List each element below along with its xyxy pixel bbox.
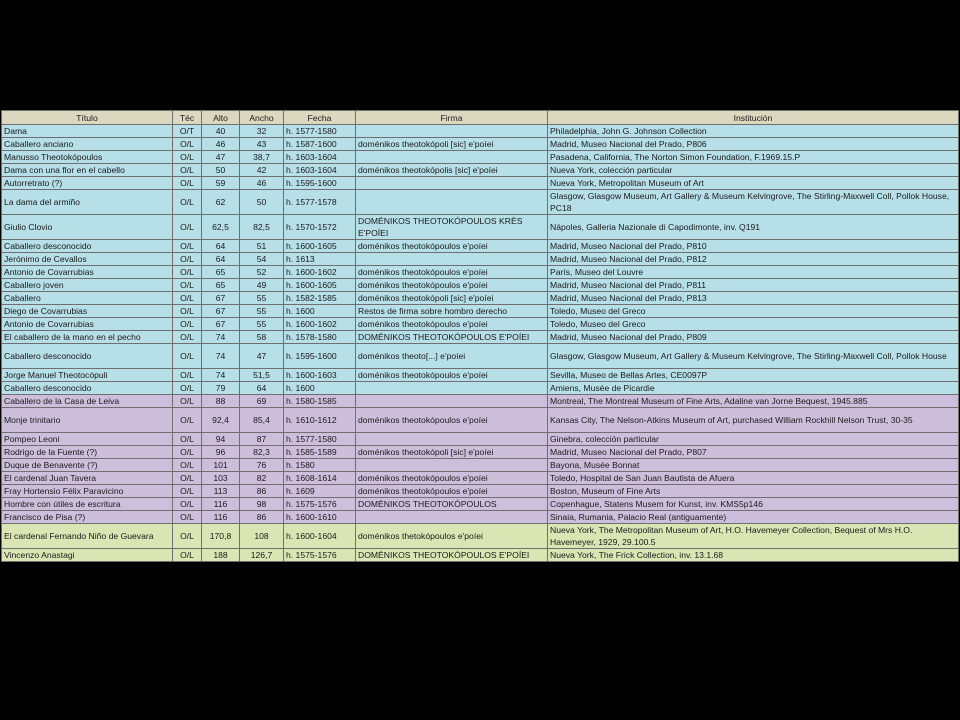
cell-tec: O/L (173, 266, 202, 279)
cell-tec: O/L (173, 369, 202, 382)
cell-titulo: Caballero desconocido (2, 382, 173, 395)
cell-alto: 92,4 (202, 408, 240, 433)
cell-tec: O/T (173, 125, 202, 138)
column-header-titulo: Título (2, 111, 173, 125)
cell-fecha: h. 1580-1585 (284, 395, 356, 408)
cell-fecha: h. 1608-1614 (284, 472, 356, 485)
cell-firma (356, 253, 548, 266)
cell-tec: O/L (173, 459, 202, 472)
cell-tec: O/L (173, 344, 202, 369)
cell-ancho: 86 (240, 511, 284, 524)
cell-alto: 40 (202, 125, 240, 138)
cell-institucion: Philadelphia, John G. Johnson Collection (548, 125, 959, 138)
cell-titulo: Dama con una flor en el cabello (2, 164, 173, 177)
cell-institucion: Madrid, Museo Nacional del Prado, P809 (548, 331, 959, 344)
cell-firma: doménikos theotokópoli [sic] e'poíei (356, 138, 548, 151)
cell-fecha: h. 1595-1600 (284, 344, 356, 369)
cell-alto: 94 (202, 433, 240, 446)
cell-firma (356, 433, 548, 446)
cell-fecha: h. 1578-1580 (284, 331, 356, 344)
cell-alto: 47 (202, 151, 240, 164)
column-header-fecha: Fecha (284, 111, 356, 125)
cell-tec: O/L (173, 177, 202, 190)
table-row (2, 524, 959, 549)
cell-titulo: Jorge Manuel Theotocópuli (2, 369, 173, 382)
cell-firma (356, 177, 548, 190)
cell-ancho: 43 (240, 138, 284, 151)
cell-alto: 46 (202, 138, 240, 151)
cell-ancho: 82,5 (240, 215, 284, 240)
table-row (2, 408, 959, 433)
cell-titulo: Diego de Covarrubias (2, 305, 173, 318)
cell-alto: 59 (202, 177, 240, 190)
cell-firma: Restos de firma sobre hombro derecho (356, 305, 548, 318)
cell-alto: 74 (202, 331, 240, 344)
portrait-catalog-table (1, 110, 959, 562)
cell-ancho: 50 (240, 190, 284, 215)
cell-tec: O/L (173, 164, 202, 177)
cell-alto: 79 (202, 382, 240, 395)
cell-ancho: 55 (240, 292, 284, 305)
column-header-ancho: Ancho (240, 111, 284, 125)
table-row (2, 344, 959, 369)
table-row (2, 498, 959, 511)
table-row (2, 138, 959, 151)
cell-fecha: h. 1577-1580 (284, 125, 356, 138)
cell-titulo: Antonio de Covarrubias (2, 266, 173, 279)
table-row (2, 177, 959, 190)
cell-fecha: h. 1582-1585 (284, 292, 356, 305)
table-row (2, 125, 959, 138)
cell-titulo: La dama del armiño (2, 190, 173, 215)
table-row (2, 190, 959, 215)
cell-titulo: Vincenzo Anastagi (2, 549, 173, 562)
cell-institucion: París, Museo del Louvre (548, 266, 959, 279)
cell-tec: O/L (173, 292, 202, 305)
cell-ancho: 64 (240, 382, 284, 395)
cell-fecha: h. 1577-1580 (284, 433, 356, 446)
table-row (2, 305, 959, 318)
cell-alto: 64 (202, 240, 240, 253)
cell-alto: 116 (202, 511, 240, 524)
cell-firma: doménikos theotokópoulos e'poíei (356, 369, 548, 382)
table-row (2, 459, 959, 472)
cell-institucion: Pasadena, California, The Norton Simon Foundation, F.1969.15.P (548, 151, 959, 164)
cell-tec: O/L (173, 279, 202, 292)
cell-fecha: h. 1575-1576 (284, 498, 356, 511)
cell-titulo: El cardenal Juan Tavera (2, 472, 173, 485)
cell-alto: 74 (202, 344, 240, 369)
table-row (2, 292, 959, 305)
cell-institucion: Kansas City, The Nelson-Atkins Museum of Art, purchased William Rockhill Nelson Trust, 30-35 (548, 408, 959, 433)
cell-institucion: Sinaia, Rumania, Palacio Real (antiguamente) (548, 511, 959, 524)
cell-fecha: h. 1587-1600 (284, 138, 356, 151)
table-row (2, 511, 959, 524)
cell-institucion: Toledo, Hospital de San Juan Bautista de Afuera (548, 472, 959, 485)
cell-fecha: h. 1600-1605 (284, 279, 356, 292)
cell-ancho: 47 (240, 344, 284, 369)
cell-titulo: Duque de Benavente (?) (2, 459, 173, 472)
table-row (2, 151, 959, 164)
cell-titulo: Jerónimo de Cevallos (2, 253, 173, 266)
cell-firma: doménikos theotokópoulos e'poíei (356, 240, 548, 253)
cell-fecha: h. 1595-1600 (284, 177, 356, 190)
cell-fecha: h. 1577-1578 (284, 190, 356, 215)
cell-institucion: Boston, Museum of Fine Arts (548, 485, 959, 498)
cell-alto: 74 (202, 369, 240, 382)
cell-ancho: 54 (240, 253, 284, 266)
cell-titulo: Monje trinitario (2, 408, 173, 433)
cell-titulo: Fray Hortensio Félix Paravicino (2, 485, 173, 498)
portrait-catalog-table-wrapper (1, 110, 958, 562)
cell-alto: 188 (202, 549, 240, 562)
cell-firma: doménikos theotokópoulos e'poíei (356, 408, 548, 433)
cell-institucion: Glasgow, Glasgow Museum, Art Gallery & Museum Kelvingrove, The Stirling-Maxwell Coll, Pollok House, PC18 (548, 190, 959, 215)
cell-firma (356, 511, 548, 524)
table-row (2, 395, 959, 408)
cell-institucion: Madrid, Museo Nacional del Prado, P811 (548, 279, 959, 292)
cell-institucion: Glasgow, Glasgow Museum, Art Gallery & Museum Kelvingrove, The Stirling-Maxwell Coll, Pollok House (548, 344, 959, 369)
cell-alto: 67 (202, 305, 240, 318)
cell-tec: O/L (173, 433, 202, 446)
cell-titulo: Manusso Theotokópoulos (2, 151, 173, 164)
cell-firma (356, 125, 548, 138)
cell-titulo: Caballero (2, 292, 173, 305)
cell-alto: 101 (202, 459, 240, 472)
table-row (2, 485, 959, 498)
cell-tec: O/L (173, 485, 202, 498)
cell-tec: O/L (173, 382, 202, 395)
cell-institucion: Toledo, Museo del Greco (548, 305, 959, 318)
cell-fecha: h. 1600 (284, 382, 356, 395)
column-header-institucion: Institución (548, 111, 959, 125)
cell-institucion: Sevilla, Museo de Bellas Artes, CE0097P (548, 369, 959, 382)
cell-institucion: Copenhague, Statens Musem for Kunst, inv. KMS5p146 (548, 498, 959, 511)
cell-tec: O/L (173, 511, 202, 524)
cell-firma: doménikos theotokópoli [sic] e'poíei (356, 446, 548, 459)
cell-fecha: h. 1600 (284, 305, 356, 318)
cell-firma (356, 190, 548, 215)
cell-institucion: Nápoles, Galleria Nazionale di Capodimonte, inv. Q191 (548, 215, 959, 240)
cell-alto: 64 (202, 253, 240, 266)
cell-titulo: Caballero anciano (2, 138, 173, 151)
cell-tec: O/L (173, 395, 202, 408)
cell-institucion: Nueva York, Metropolitan Museum of Art (548, 177, 959, 190)
cell-fecha: h. 1603-1604 (284, 151, 356, 164)
cell-tec: O/L (173, 524, 202, 549)
cell-titulo: Antonio de Covarrubias (2, 318, 173, 331)
cell-alto: 116 (202, 498, 240, 511)
cell-institucion: Madrid, Museo Nacional del Prado, P813 (548, 292, 959, 305)
cell-firma: doménikos theotokópolis [sic] e'poíei (356, 164, 548, 177)
cell-tec: O/L (173, 331, 202, 344)
cell-fecha: h. 1580 (284, 459, 356, 472)
cell-tec: O/L (173, 498, 202, 511)
table-row (2, 215, 959, 240)
header-row (2, 111, 959, 125)
table-row (2, 240, 959, 253)
table-row (2, 472, 959, 485)
cell-fecha: h. 1603-1604 (284, 164, 356, 177)
cell-institucion: Madrid, Museo Nacional del Prado, P807 (548, 446, 959, 459)
cell-titulo: El caballero de la mano en el pecho (2, 331, 173, 344)
cell-tec: O/L (173, 240, 202, 253)
cell-firma (356, 382, 548, 395)
cell-ancho: 82,3 (240, 446, 284, 459)
cell-institucion: Nueva York, The Frick Collection, inv. 13.1.68 (548, 549, 959, 562)
table-row (2, 253, 959, 266)
table-row (2, 279, 959, 292)
cell-ancho: 42 (240, 164, 284, 177)
cell-tec: O/L (173, 190, 202, 215)
table-row (2, 164, 959, 177)
cell-titulo: Francisco de Pisa (?) (2, 511, 173, 524)
cell-fecha: h. 1613 (284, 253, 356, 266)
cell-ancho: 52 (240, 266, 284, 279)
cell-ancho: 55 (240, 305, 284, 318)
cell-firma: doménikos theotokópoulos e'poíei (356, 318, 548, 331)
cell-ancho: 51 (240, 240, 284, 253)
cell-tec: O/L (173, 408, 202, 433)
cell-titulo: El cardenal Fernando Niño de Guevara (2, 524, 173, 549)
cell-alto: 67 (202, 318, 240, 331)
cell-tec: O/L (173, 151, 202, 164)
cell-tec: O/L (173, 472, 202, 485)
cell-titulo: Caballero de la Casa de Leiva (2, 395, 173, 408)
cell-institucion: Nueva York, The Metropolitan Museum of Art, H.O. Havemeyer Collection, Bequest of Mrs H.O. Havemeyer, 1929, 29.100.5 (548, 524, 959, 549)
cell-titulo: Giulio Clovio (2, 215, 173, 240)
cell-ancho: 32 (240, 125, 284, 138)
cell-fecha: h. 1610-1612 (284, 408, 356, 433)
cell-institucion: Amiens, Musée de Picardie (548, 382, 959, 395)
cell-alto: 96 (202, 446, 240, 459)
cell-firma: doménikos theotokópoulos e'poíei (356, 485, 548, 498)
cell-institucion: Madrid, Museo Nacional del Prado, P812 (548, 253, 959, 266)
cell-ancho: 46 (240, 177, 284, 190)
cell-institucion: Madrid, Museo Nacional del Prado, P806 (548, 138, 959, 151)
cell-alto: 50 (202, 164, 240, 177)
cell-ancho: 76 (240, 459, 284, 472)
cell-ancho: 51,5 (240, 369, 284, 382)
cell-institucion: Nueva York, colección particular (548, 164, 959, 177)
cell-alto: 62 (202, 190, 240, 215)
cell-firma: DOMÉNIKOS THEOTOKÓPOULOS E'POÍEI (356, 331, 548, 344)
cell-institucion: Madrid, Museo Nacional del Prado, P810 (548, 240, 959, 253)
cell-institucion: Toledo, Museo del Greco (548, 318, 959, 331)
cell-ancho: 38,7 (240, 151, 284, 164)
cell-titulo: Dama (2, 125, 173, 138)
cell-ancho: 82 (240, 472, 284, 485)
cell-fecha: h. 1609 (284, 485, 356, 498)
cell-firma (356, 151, 548, 164)
cell-firma (356, 459, 548, 472)
cell-tec: O/L (173, 318, 202, 331)
cell-ancho: 49 (240, 279, 284, 292)
cell-alto: 88 (202, 395, 240, 408)
cell-ancho: 86 (240, 485, 284, 498)
cell-titulo: Hombre con útiles de escritura (2, 498, 173, 511)
cell-firma (356, 395, 548, 408)
cell-firma: DOMÉNIKOS THEOTOKÓPOULOS E'POÍEI (356, 549, 548, 562)
column-header-tec: Téc (173, 111, 202, 125)
cell-fecha: h. 1575-1576 (284, 549, 356, 562)
table-row (2, 318, 959, 331)
cell-alto: 67 (202, 292, 240, 305)
cell-alto: 170,8 (202, 524, 240, 549)
cell-fecha: h. 1600-1602 (284, 266, 356, 279)
cell-ancho: 55 (240, 318, 284, 331)
cell-ancho: 85,4 (240, 408, 284, 433)
cell-ancho: 126,7 (240, 549, 284, 562)
table-row (2, 331, 959, 344)
cell-fecha: h. 1600-1610 (284, 511, 356, 524)
cell-institucion: Bayona, Musée Bonnat (548, 459, 959, 472)
cell-institucion: Ginebra, colección particular (548, 433, 959, 446)
cell-firma: doménikos theotokópoulos e'poíei (356, 279, 548, 292)
cell-institucion: Montreal, The Montreal Museum of Fine Arts, Adaline van Jorne Bequest, 1945.885 (548, 395, 959, 408)
cell-fecha: h. 1570-1572 (284, 215, 356, 240)
cell-ancho: 58 (240, 331, 284, 344)
cell-fecha: h. 1600-1602 (284, 318, 356, 331)
cell-fecha: h. 1585-1589 (284, 446, 356, 459)
cell-ancho: 87 (240, 433, 284, 446)
cell-ancho: 98 (240, 498, 284, 511)
cell-fecha: h. 1600-1604 (284, 524, 356, 549)
cell-firma: doménikos theotokópoli [sic] e'poíei (356, 292, 548, 305)
cell-tec: O/L (173, 253, 202, 266)
cell-titulo: Rodrigo de la Fuente (?) (2, 446, 173, 459)
cell-titulo: Caballero joven (2, 279, 173, 292)
cell-firma: doménikos theoto[...] e'poíei (356, 344, 548, 369)
cell-titulo: Caballero desconocido (2, 344, 173, 369)
cell-alto: 113 (202, 485, 240, 498)
cell-alto: 65 (202, 279, 240, 292)
cell-alto: 103 (202, 472, 240, 485)
cell-titulo: Autorretrato (?) (2, 177, 173, 190)
column-header-firma: Firma (356, 111, 548, 125)
table-row (2, 433, 959, 446)
cell-alto: 62,5 (202, 215, 240, 240)
cell-tec: O/L (173, 215, 202, 240)
table-row (2, 549, 959, 562)
cell-ancho: 69 (240, 395, 284, 408)
cell-firma: DOMÉNIKOS THEOTOKÓPOULOS KRÈS E'POÍEI (356, 215, 548, 240)
cell-titulo: Caballero desconocido (2, 240, 173, 253)
cell-ancho: 108 (240, 524, 284, 549)
column-header-alto: Alto (202, 111, 240, 125)
cell-alto: 65 (202, 266, 240, 279)
table-row (2, 382, 959, 395)
cell-tec: O/L (173, 446, 202, 459)
cell-tec: O/L (173, 305, 202, 318)
cell-firma: doménikos theotokópoulos e'poíei (356, 266, 548, 279)
cell-firma: doménikos theotokópoulos e'poíei (356, 472, 548, 485)
cell-tec: O/L (173, 549, 202, 562)
cell-fecha: h. 1600-1605 (284, 240, 356, 253)
cell-fecha: h. 1600-1603 (284, 369, 356, 382)
table-row (2, 446, 959, 459)
cell-tec: O/L (173, 138, 202, 151)
table-row (2, 266, 959, 279)
cell-titulo: Pompeo Leoni (2, 433, 173, 446)
cell-firma: DOMÉNIKOS THEOTOKÓPOULOS (356, 498, 548, 511)
cell-firma: doménikos thetokópoulos e'poíei (356, 524, 548, 549)
table-row (2, 369, 959, 382)
